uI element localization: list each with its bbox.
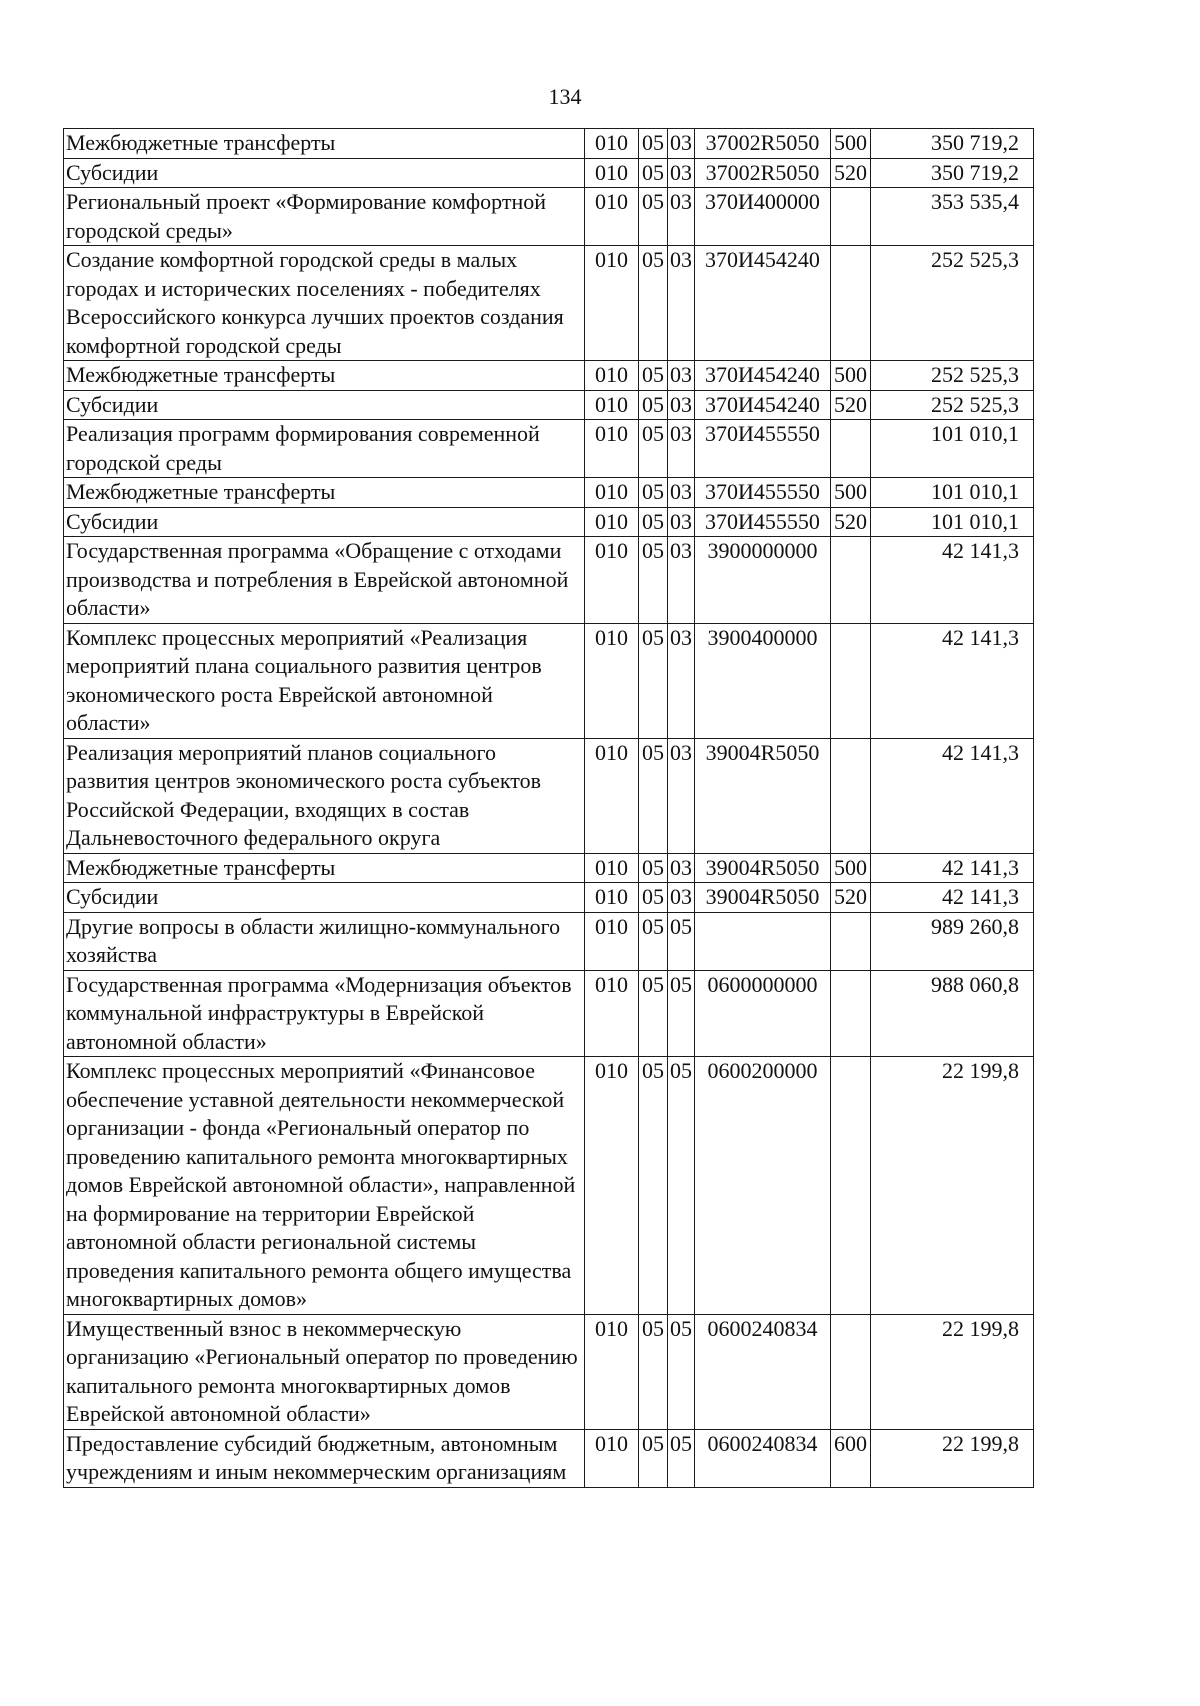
amount: 101 010,1 — [871, 478, 1034, 508]
amount: 252 525,3 — [871, 246, 1034, 361]
amount: 988 060,8 — [871, 970, 1034, 1057]
subsection-code: 03 — [668, 158, 695, 188]
target-article-code: 39004R5050 — [695, 853, 831, 883]
section-code: 05 — [639, 623, 668, 738]
amount: 350 719,2 — [871, 158, 1034, 188]
section-code: 05 — [639, 361, 668, 391]
ministry-code: 010 — [585, 883, 639, 913]
ministry-code: 010 — [585, 738, 639, 853]
section-code: 05 — [639, 1057, 668, 1315]
section-code: 05 — [639, 1429, 668, 1487]
subsection-code: 03 — [668, 738, 695, 853]
row-name: Реализация мероприятий планов социального развития центров экономического роста субъектов Российской Федерации, входящих в состав Дальневосточного федерального округа — [64, 738, 585, 853]
target-article-code: 0600240834 — [695, 1314, 831, 1429]
subsection-code: 05 — [668, 1429, 695, 1487]
expense-type-code — [831, 537, 871, 624]
expense-type-code: 500 — [831, 129, 871, 159]
amount: 22 199,8 — [871, 1057, 1034, 1315]
subsection-code: 03 — [668, 883, 695, 913]
table-row — [64, 738, 1034, 853]
table-row — [64, 129, 1034, 159]
row-name: Государственная программа «Обращение с отходами производства и потребления в Еврейской автономной области» — [64, 537, 585, 624]
row-name: Комплекс процессных мероприятий «Реализация мероприятий плана социального развития центров экономического роста Еврейской автономной области» — [64, 623, 585, 738]
ministry-code: 010 — [585, 912, 639, 970]
ministry-code: 010 — [585, 1314, 639, 1429]
amount: 42 141,3 — [871, 853, 1034, 883]
expense-type-code: 500 — [831, 478, 871, 508]
table-row — [64, 420, 1034, 478]
row-name: Комплекс процессных мероприятий «Финансовое обеспечение уставной деятельности некоммерческой организации - фонда «Региональный оператор по проведению капитального ремонта многоквартирных домов Еврейской автономной области», направленной на формирование на территории Еврейской автономной области региональной системы проведения капитального ремонта общего имущества многоквартирных домов» — [64, 1057, 585, 1315]
ministry-code: 010 — [585, 246, 639, 361]
ministry-code: 010 — [585, 1429, 639, 1487]
section-code: 05 — [639, 970, 668, 1057]
expense-type-code: 520 — [831, 158, 871, 188]
row-name: Субсидии — [64, 507, 585, 537]
amount: 252 525,3 — [871, 361, 1034, 391]
subsection-code: 03 — [668, 853, 695, 883]
row-name: Межбюджетные трансферты — [64, 129, 585, 159]
target-article-code: 370И400000 — [695, 188, 831, 246]
table-row — [64, 1429, 1034, 1487]
amount: 353 535,4 — [871, 188, 1034, 246]
ministry-code: 010 — [585, 1057, 639, 1315]
subsection-code: 03 — [668, 390, 695, 420]
amount: 101 010,1 — [871, 507, 1034, 537]
row-name: Предоставление субсидий бюджетным, автономным учреждениям и иным некоммерческим организациям — [64, 1429, 585, 1487]
table-row — [64, 970, 1034, 1057]
expense-type-code: 520 — [831, 390, 871, 420]
amount: 42 141,3 — [871, 738, 1034, 853]
row-name: Субсидии — [64, 883, 585, 913]
section-code: 05 — [639, 1314, 668, 1429]
subsection-code: 05 — [668, 1057, 695, 1315]
budget-table — [63, 128, 1034, 1488]
target-article-code: 370И454240 — [695, 246, 831, 361]
subsection-code: 05 — [668, 1314, 695, 1429]
ministry-code: 010 — [585, 853, 639, 883]
amount: 22 199,8 — [871, 1314, 1034, 1429]
amount: 101 010,1 — [871, 420, 1034, 478]
subsection-code: 03 — [668, 478, 695, 508]
row-name: Государственная программа «Модернизация объектов коммунальной инфраструктуры в Еврейской автономной области» — [64, 970, 585, 1057]
section-code: 05 — [639, 537, 668, 624]
target-article-code: 0600240834 — [695, 1429, 831, 1487]
section-code: 05 — [639, 883, 668, 913]
expense-type-code: 500 — [831, 361, 871, 391]
page-number: 134 — [548, 84, 582, 109]
table-row — [64, 246, 1034, 361]
target-article-code: 370И455550 — [695, 420, 831, 478]
target-article-code: 370И454240 — [695, 390, 831, 420]
row-name: Межбюджетные трансферты — [64, 853, 585, 883]
row-name: Создание комфортной городской среды в малых городах и исторических поселениях - победителях Всероссийского конкурса лучших проектов создания комфортной городской среды — [64, 246, 585, 361]
section-code: 05 — [639, 507, 668, 537]
section-code: 05 — [639, 246, 668, 361]
target-article-code — [695, 912, 831, 970]
expense-type-code — [831, 738, 871, 853]
section-code: 05 — [639, 478, 668, 508]
subsection-code: 03 — [668, 537, 695, 624]
row-name: Другие вопросы в области жилищно-коммунального хозяйства — [64, 912, 585, 970]
subsection-code: 03 — [668, 507, 695, 537]
ministry-code: 010 — [585, 188, 639, 246]
expense-type-code — [831, 1314, 871, 1429]
ministry-code: 010 — [585, 623, 639, 738]
table-row — [64, 853, 1034, 883]
ministry-code: 010 — [585, 420, 639, 478]
row-name: Межбюджетные трансферты — [64, 478, 585, 508]
table-row — [64, 188, 1034, 246]
expense-type-code — [831, 970, 871, 1057]
ministry-code: 010 — [585, 390, 639, 420]
target-article-code: 39004R5050 — [695, 883, 831, 913]
expense-type-code: 600 — [831, 1429, 871, 1487]
ministry-code: 010 — [585, 507, 639, 537]
amount: 989 260,8 — [871, 912, 1034, 970]
target-article-code: 3900000000 — [695, 537, 831, 624]
amount: 350 719,2 — [871, 129, 1034, 159]
ministry-code: 010 — [585, 129, 639, 159]
subsection-code: 03 — [668, 420, 695, 478]
amount: 22 199,8 — [871, 1429, 1034, 1487]
expense-type-code — [831, 188, 871, 246]
target-article-code: 0600200000 — [695, 1057, 831, 1315]
row-name: Имущественный взнос в некоммерческую организацию «Региональный оператор по проведению капитального ремонта многоквартирных домов Еврейской автономной области» — [64, 1314, 585, 1429]
target-article-code: 370И455550 — [695, 478, 831, 508]
table-row — [64, 158, 1034, 188]
subsection-code: 03 — [668, 623, 695, 738]
subsection-code: 03 — [668, 188, 695, 246]
ministry-code: 010 — [585, 158, 639, 188]
expense-type-code: 520 — [831, 883, 871, 913]
expense-type-code: 520 — [831, 507, 871, 537]
row-name: Реализация программ формирования современной городской среды — [64, 420, 585, 478]
target-article-code: 0600000000 — [695, 970, 831, 1057]
target-article-code: 3900400000 — [695, 623, 831, 738]
table-row — [64, 912, 1034, 970]
section-code: 05 — [639, 853, 668, 883]
table-row — [64, 361, 1034, 391]
amount: 42 141,3 — [871, 623, 1034, 738]
amount: 42 141,3 — [871, 537, 1034, 624]
expense-type-code — [831, 623, 871, 738]
table-row — [64, 478, 1034, 508]
section-code: 05 — [639, 129, 668, 159]
expense-type-code — [831, 1057, 871, 1315]
expense-type-code — [831, 912, 871, 970]
subsection-code: 03 — [668, 129, 695, 159]
expense-type-code — [831, 420, 871, 478]
section-code: 05 — [639, 158, 668, 188]
subsection-code: 05 — [668, 912, 695, 970]
section-code: 05 — [639, 738, 668, 853]
section-code: 05 — [639, 188, 668, 246]
section-code: 05 — [639, 390, 668, 420]
row-name: Субсидии — [64, 390, 585, 420]
table-row — [64, 1057, 1034, 1315]
amount: 42 141,3 — [871, 883, 1034, 913]
table-row — [64, 507, 1034, 537]
expense-type-code: 500 — [831, 853, 871, 883]
ministry-code: 010 — [585, 970, 639, 1057]
target-article-code: 37002R5050 — [695, 158, 831, 188]
target-article-code: 370И455550 — [695, 507, 831, 537]
subsection-code: 03 — [668, 361, 695, 391]
ministry-code: 010 — [585, 361, 639, 391]
ministry-code: 010 — [585, 478, 639, 508]
table-row — [64, 537, 1034, 624]
row-name: Субсидии — [64, 158, 585, 188]
subsection-code: 05 — [668, 970, 695, 1057]
table-row — [64, 623, 1034, 738]
expense-type-code — [831, 246, 871, 361]
table-row — [64, 1314, 1034, 1429]
amount: 252 525,3 — [871, 390, 1034, 420]
section-code: 05 — [639, 912, 668, 970]
target-article-code: 370И454240 — [695, 361, 831, 391]
ministry-code: 010 — [585, 537, 639, 624]
row-name: Межбюджетные трансферты — [64, 361, 585, 391]
table-row — [64, 883, 1034, 913]
section-code: 05 — [639, 420, 668, 478]
target-article-code: 37002R5050 — [695, 129, 831, 159]
row-name: Региональный проект «Формирование комфортной городской среды» — [64, 188, 585, 246]
target-article-code: 39004R5050 — [695, 738, 831, 853]
subsection-code: 03 — [668, 246, 695, 361]
table-body — [64, 129, 1034, 1488]
table-row — [64, 390, 1034, 420]
